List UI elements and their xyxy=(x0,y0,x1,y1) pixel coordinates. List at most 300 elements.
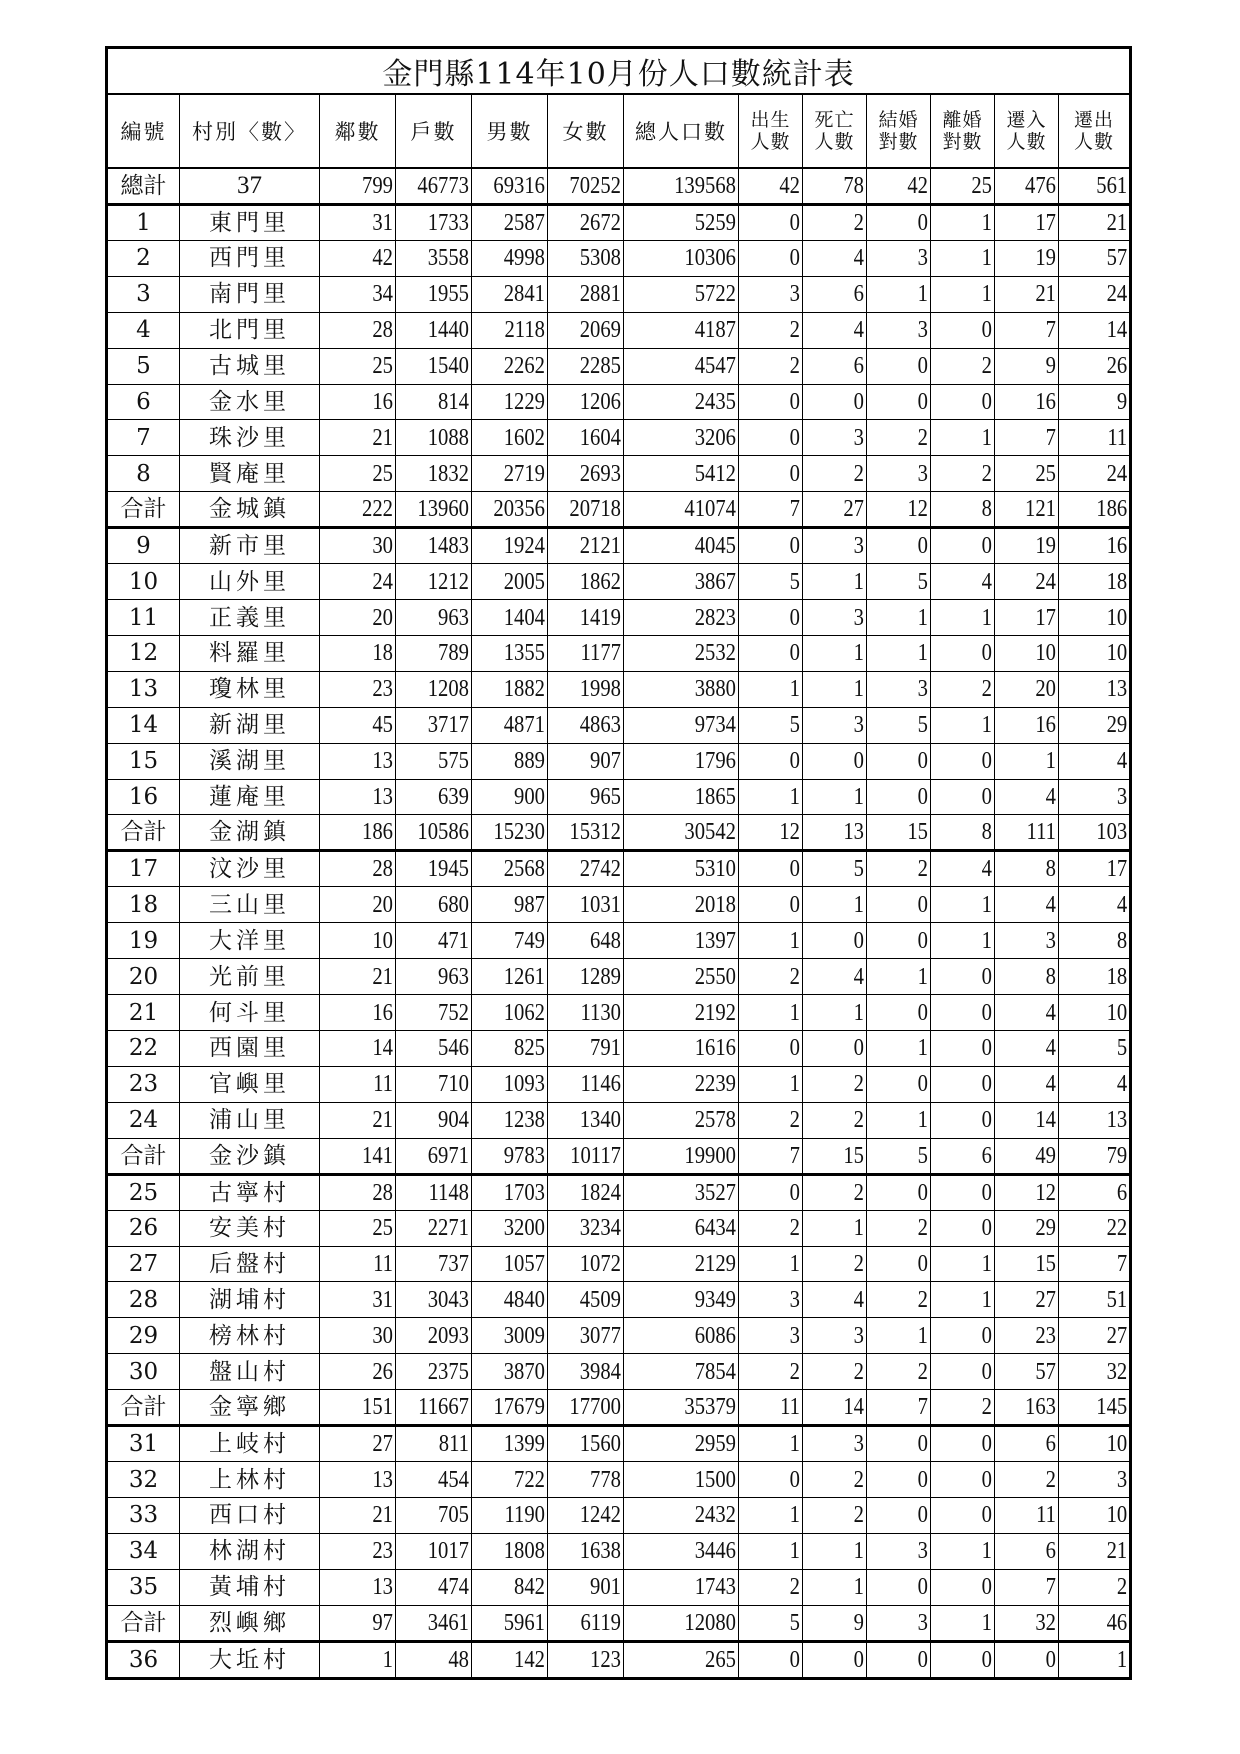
cell-lin: 151 xyxy=(330,1390,395,1426)
cell-marriage: 0 xyxy=(875,1426,930,1462)
table-row xyxy=(107,1354,1131,1390)
cell-total: 2192 xyxy=(640,995,739,1031)
header-marriage xyxy=(867,94,931,168)
village-name: 金寧鄉 xyxy=(180,1390,320,1426)
cell-female: 791 xyxy=(558,1031,623,1067)
cell-female: 2742 xyxy=(558,851,623,887)
cell-female: 1206 xyxy=(558,384,623,420)
cell-male: 20356 xyxy=(482,492,547,528)
village-name: 光前里 xyxy=(180,959,320,995)
cell-birth: 42 xyxy=(747,168,802,205)
cell-hu: 1945 xyxy=(406,851,471,887)
cell-birth: 2 xyxy=(747,1210,802,1246)
cell-hu: 1017 xyxy=(406,1533,471,1569)
cell-total: 1796 xyxy=(640,743,739,779)
cell-male: 2262 xyxy=(482,348,547,384)
table-row xyxy=(107,456,1131,492)
cell-birth: 1 xyxy=(747,671,802,707)
cell-male: 1261 xyxy=(482,959,547,995)
cell-lin: 27 xyxy=(330,1426,395,1462)
cell-male: 3009 xyxy=(482,1318,547,1354)
cell-birth: 2 xyxy=(747,959,802,995)
cell-moveout: 2 xyxy=(1069,1569,1131,1605)
village-name: 賢庵里 xyxy=(180,456,320,492)
subtotal-row xyxy=(107,1138,1131,1174)
cell-movein: 11 xyxy=(1003,1498,1058,1534)
cell-moveout: 10 xyxy=(1069,600,1131,636)
cell-birth: 1 xyxy=(747,995,802,1031)
row-id: 4 xyxy=(107,312,180,348)
cell-male: 2587 xyxy=(482,205,547,241)
cell-movein: 121 xyxy=(1003,492,1058,528)
cell-total: 5412 xyxy=(640,456,739,492)
table-row xyxy=(107,312,1131,348)
cell-death: 2 xyxy=(811,1066,866,1102)
table-row xyxy=(107,671,1131,707)
village-name: 溪湖里 xyxy=(180,743,320,779)
cell-lin: 28 xyxy=(330,312,395,348)
header-total-line: 總人口數 xyxy=(635,120,727,144)
cell-death: 1 xyxy=(811,636,866,672)
cell-birth: 3 xyxy=(747,1318,802,1354)
cell-marriage: 1 xyxy=(875,600,930,636)
cell-lin: 21 xyxy=(330,1102,395,1138)
cell-divorce: 8 xyxy=(939,492,994,528)
cell-birth: 1 xyxy=(747,1066,802,1102)
cell-total: 2823 xyxy=(640,600,739,636)
cell-female: 17700 xyxy=(558,1390,623,1426)
cell-death: 9 xyxy=(811,1605,866,1641)
table-row xyxy=(107,1426,1131,1462)
header-male xyxy=(472,94,548,168)
cell-divorce: 25 xyxy=(939,168,994,205)
page-title: 金門縣114年10月份人口數統計表 xyxy=(107,48,1131,95)
cell-total: 2129 xyxy=(640,1246,739,1282)
cell-death: 4 xyxy=(811,241,866,277)
cell-lin: 20 xyxy=(330,887,395,923)
cell-hu: 2375 xyxy=(406,1354,471,1390)
cell-birth: 0 xyxy=(747,851,802,887)
cell-moveout: 18 xyxy=(1069,564,1131,600)
row-id: 20 xyxy=(107,959,180,995)
cell-birth: 0 xyxy=(747,456,802,492)
cell-divorce: 1 xyxy=(939,420,994,456)
cell-divorce: 0 xyxy=(939,384,994,420)
village-name: 烈嶼鄉 xyxy=(180,1605,320,1641)
cell-death: 6 xyxy=(811,348,866,384)
cell-male: 4998 xyxy=(482,241,547,277)
cell-hu: 48 xyxy=(406,1641,471,1678)
row-id: 5 xyxy=(107,348,180,384)
row-id: 32 xyxy=(107,1462,180,1498)
cell-divorce: 0 xyxy=(939,1210,994,1246)
table-row xyxy=(107,1462,1131,1498)
village-name: 正義里 xyxy=(180,600,320,636)
header-movein-line: 遷入 xyxy=(1006,109,1047,131)
village-name: 上岐村 xyxy=(180,1426,320,1462)
cell-total: 2578 xyxy=(640,1102,739,1138)
table-row xyxy=(107,1533,1131,1569)
row-id: 26 xyxy=(107,1210,180,1246)
cell-movein: 19 xyxy=(1003,528,1058,564)
cell-marriage: 0 xyxy=(875,384,930,420)
table-row xyxy=(107,779,1131,815)
cell-total: 9349 xyxy=(640,1282,739,1318)
table-row xyxy=(107,384,1131,420)
cell-birth: 0 xyxy=(747,743,802,779)
table-row xyxy=(107,1282,1131,1318)
cell-male: 15230 xyxy=(482,815,547,851)
table-row xyxy=(107,1318,1131,1354)
cell-marriage: 0 xyxy=(875,1498,930,1534)
cell-total: 10306 xyxy=(640,241,739,277)
cell-female: 2069 xyxy=(558,312,623,348)
cell-marriage: 0 xyxy=(875,1462,930,1498)
cell-birth: 5 xyxy=(747,1605,802,1641)
row-id: 2 xyxy=(107,241,180,277)
cell-divorce: 0 xyxy=(939,1031,994,1067)
village-name: 珠沙里 xyxy=(180,420,320,456)
table-row xyxy=(107,564,1131,600)
row-id: 34 xyxy=(107,1533,180,1569)
cell-death: 1 xyxy=(811,1533,866,1569)
cell-hu: 789 xyxy=(406,636,471,672)
cell-birth: 1 xyxy=(747,1426,802,1462)
cell-birth: 5 xyxy=(747,564,802,600)
cell-total: 2239 xyxy=(640,1066,739,1102)
row-id: 19 xyxy=(107,923,180,959)
cell-movein: 10 xyxy=(1003,636,1058,672)
cell-total: 41074 xyxy=(640,492,739,528)
cell-marriage: 2 xyxy=(875,1282,930,1318)
cell-marriage: 0 xyxy=(875,1569,930,1605)
cell-lin: 23 xyxy=(330,1533,395,1569)
village-name: 東門里 xyxy=(180,205,320,241)
cell-moveout: 10 xyxy=(1069,636,1131,672)
cell-death: 2 xyxy=(811,1174,866,1210)
cell-male: 2719 xyxy=(482,456,547,492)
row-id: 9 xyxy=(107,528,180,564)
table-row xyxy=(107,636,1131,672)
cell-death: 13 xyxy=(811,815,866,851)
table-row xyxy=(107,241,1131,277)
cell-male: 825 xyxy=(482,1031,547,1067)
cell-male: 889 xyxy=(482,743,547,779)
cell-marriage: 0 xyxy=(875,779,930,815)
cell-hu: 474 xyxy=(406,1569,471,1605)
cell-female: 1130 xyxy=(558,995,623,1031)
village-name: 金城鎮 xyxy=(180,492,320,528)
header-moveout-line: 遷出 xyxy=(1074,109,1115,131)
cell-female: 907 xyxy=(558,743,623,779)
cell-moveout: 10 xyxy=(1069,995,1131,1031)
cell-movein: 17 xyxy=(1003,205,1058,241)
cell-birth: 5 xyxy=(747,707,802,743)
cell-female: 1146 xyxy=(558,1066,623,1102)
header-total xyxy=(624,94,739,168)
cell-hu: 454 xyxy=(406,1462,471,1498)
cell-lin: 30 xyxy=(330,1318,395,1354)
cell-female: 123 xyxy=(558,1641,623,1678)
cell-marriage: 3 xyxy=(875,1533,930,1569)
row-id: 35 xyxy=(107,1569,180,1605)
cell-moveout: 145 xyxy=(1069,1390,1131,1426)
table-row xyxy=(107,528,1131,564)
cell-hu: 2271 xyxy=(406,1210,471,1246)
cell-hu: 1088 xyxy=(406,420,471,456)
cell-birth: 0 xyxy=(747,420,802,456)
cell-female: 1560 xyxy=(558,1426,623,1462)
cell-movein: 9 xyxy=(1003,348,1058,384)
cell-total: 6086 xyxy=(640,1318,739,1354)
cell-marriage: 2 xyxy=(875,1354,930,1390)
cell-female: 10117 xyxy=(558,1138,623,1174)
cell-movein: 24 xyxy=(1003,564,1058,600)
cell-marriage: 1 xyxy=(875,959,930,995)
village-name: 山外里 xyxy=(180,564,320,600)
village-name: 后盤村 xyxy=(180,1246,320,1282)
cell-total: 4045 xyxy=(640,528,739,564)
cell-lin: 45 xyxy=(330,707,395,743)
cell-birth: 7 xyxy=(747,492,802,528)
cell-lin: 24 xyxy=(330,564,395,600)
row-id: 16 xyxy=(107,779,180,815)
cell-male: 987 xyxy=(482,887,547,923)
table-row xyxy=(107,1102,1131,1138)
cell-female: 2285 xyxy=(558,348,623,384)
cell-divorce: 1 xyxy=(939,923,994,959)
cell-death: 3 xyxy=(811,600,866,636)
cell-hu: 3558 xyxy=(406,241,471,277)
cell-moveout: 3 xyxy=(1069,1462,1131,1498)
cell-movein: 7 xyxy=(1003,312,1058,348)
cell-moveout: 3 xyxy=(1069,779,1131,815)
cell-total: 1397 xyxy=(640,923,739,959)
header-moveout-line: 人數 xyxy=(1074,131,1115,153)
cell-divorce: 0 xyxy=(939,995,994,1031)
cell-moveout: 22 xyxy=(1069,1210,1131,1246)
village-name: 金水里 xyxy=(180,384,320,420)
cell-marriage: 0 xyxy=(875,995,930,1031)
cell-moveout: 9 xyxy=(1069,384,1131,420)
header-birth-line: 出生 xyxy=(750,109,791,131)
cell-birth: 7 xyxy=(747,1138,802,1174)
header-female-line: 女數 xyxy=(562,120,609,144)
cell-moveout: 561 xyxy=(1069,168,1131,205)
cell-death: 0 xyxy=(811,743,866,779)
row-id: 合計 xyxy=(107,1605,180,1641)
table-row xyxy=(107,348,1131,384)
cell-total: 2550 xyxy=(640,959,739,995)
cell-female: 1242 xyxy=(558,1498,623,1534)
row-id: 合計 xyxy=(107,1138,180,1174)
cell-male: 1924 xyxy=(482,528,547,564)
cell-hu: 904 xyxy=(406,1102,471,1138)
header-marriage-line: 對數 xyxy=(878,131,919,153)
cell-hu: 811 xyxy=(406,1426,471,1462)
cell-movein: 3 xyxy=(1003,923,1058,959)
cell-female: 1419 xyxy=(558,600,623,636)
row-id: 總計 xyxy=(107,168,180,205)
cell-lin: 186 xyxy=(330,815,395,851)
cell-female: 20718 xyxy=(558,492,623,528)
cell-movein: 8 xyxy=(1003,851,1058,887)
cell-male: 1399 xyxy=(482,1426,547,1462)
cell-death: 5 xyxy=(811,851,866,887)
cell-movein: 6 xyxy=(1003,1533,1058,1569)
cell-hu: 1208 xyxy=(406,671,471,707)
row-id: 12 xyxy=(107,636,180,672)
cell-divorce: 4 xyxy=(939,564,994,600)
cell-hu: 13960 xyxy=(406,492,471,528)
cell-movein: 23 xyxy=(1003,1318,1058,1354)
cell-movein: 163 xyxy=(1003,1390,1058,1426)
table-row xyxy=(107,1641,1131,1678)
subtotal-row xyxy=(107,1605,1131,1641)
cell-moveout: 10 xyxy=(1069,1426,1131,1462)
cell-marriage: 1 xyxy=(875,276,930,312)
cell-movein: 6 xyxy=(1003,1426,1058,1462)
table-row xyxy=(107,276,1131,312)
cell-movein: 1 xyxy=(1003,743,1058,779)
cell-marriage: 3 xyxy=(875,312,930,348)
cell-hu: 46773 xyxy=(406,168,471,205)
cell-movein: 4 xyxy=(1003,995,1058,1031)
cell-lin: 34 xyxy=(330,276,395,312)
cell-divorce: 0 xyxy=(939,1354,994,1390)
village-name: 西口村 xyxy=(180,1498,320,1534)
cell-male: 3870 xyxy=(482,1354,547,1390)
header-hu xyxy=(396,94,472,168)
cell-death: 2 xyxy=(811,1462,866,1498)
cell-marriage: 3 xyxy=(875,241,930,277)
cell-female: 4863 xyxy=(558,707,623,743)
row-id: 13 xyxy=(107,671,180,707)
table-row xyxy=(107,420,1131,456)
cell-lin: 13 xyxy=(330,779,395,815)
cell-divorce: 2 xyxy=(939,671,994,707)
cell-hu: 1483 xyxy=(406,528,471,564)
cell-total: 3446 xyxy=(640,1533,739,1569)
cell-birth: 1 xyxy=(747,1533,802,1569)
cell-divorce: 0 xyxy=(939,743,994,779)
header-death xyxy=(803,94,867,168)
cell-marriage: 3 xyxy=(875,456,930,492)
village-name: 37 xyxy=(180,168,320,205)
cell-movein: 4 xyxy=(1003,887,1058,923)
cell-death: 2 xyxy=(811,1246,866,1282)
cell-hu: 471 xyxy=(406,923,471,959)
cell-death: 3 xyxy=(811,528,866,564)
village-name: 瓊林里 xyxy=(180,671,320,707)
village-name: 金沙鎮 xyxy=(180,1138,320,1174)
population-statistics-table xyxy=(105,46,1132,1680)
cell-birth: 0 xyxy=(747,384,802,420)
cell-movein: 32 xyxy=(1003,1605,1058,1641)
cell-birth: 1 xyxy=(747,779,802,815)
cell-movein: 14 xyxy=(1003,1102,1058,1138)
cell-moveout: 13 xyxy=(1069,671,1131,707)
cell-female: 6119 xyxy=(558,1605,623,1641)
cell-lin: 11 xyxy=(330,1066,395,1102)
cell-moveout: 51 xyxy=(1069,1282,1131,1318)
cell-lin: 13 xyxy=(330,1569,395,1605)
cell-divorce: 1 xyxy=(939,887,994,923)
cell-death: 78 xyxy=(811,168,866,205)
cell-moveout: 57 xyxy=(1069,241,1131,277)
cell-movein: 0 xyxy=(1003,1641,1058,1678)
cell-moveout: 46 xyxy=(1069,1605,1131,1641)
cell-divorce: 1 xyxy=(939,205,994,241)
cell-movein: 7 xyxy=(1003,420,1058,456)
table-row xyxy=(107,1498,1131,1534)
cell-birth: 1 xyxy=(747,923,802,959)
cell-divorce: 6 xyxy=(939,1138,994,1174)
cell-total: 2435 xyxy=(640,384,739,420)
cell-death: 2 xyxy=(811,1102,866,1138)
cell-divorce: 8 xyxy=(939,815,994,851)
cell-divorce: 2 xyxy=(939,456,994,492)
cell-death: 4 xyxy=(811,312,866,348)
cell-divorce: 0 xyxy=(939,1498,994,1534)
cell-total: 2532 xyxy=(640,636,739,672)
cell-divorce: 0 xyxy=(939,528,994,564)
cell-marriage: 0 xyxy=(875,348,930,384)
cell-marriage: 5 xyxy=(875,564,930,600)
cell-total: 6434 xyxy=(640,1210,739,1246)
row-id: 合計 xyxy=(107,492,180,528)
cell-birth: 1 xyxy=(747,1498,802,1534)
subtotal-row xyxy=(107,815,1131,851)
cell-birth: 11 xyxy=(747,1390,802,1426)
header-death-line: 人數 xyxy=(814,131,855,153)
cell-total: 3206 xyxy=(640,420,739,456)
cell-hu: 963 xyxy=(406,600,471,636)
cell-male: 9783 xyxy=(482,1138,547,1174)
cell-divorce: 0 xyxy=(939,1066,994,1102)
cell-male: 1882 xyxy=(482,671,547,707)
cell-birth: 2 xyxy=(747,1569,802,1605)
cell-marriage: 5 xyxy=(875,1138,930,1174)
village-name: 新市里 xyxy=(180,528,320,564)
cell-lin: 25 xyxy=(330,348,395,384)
cell-lin: 28 xyxy=(330,851,395,887)
cell-moveout: 17 xyxy=(1069,851,1131,887)
cell-female: 901 xyxy=(558,1569,623,1605)
cell-female: 1031 xyxy=(558,887,623,923)
row-id: 6 xyxy=(107,384,180,420)
cell-divorce: 1 xyxy=(939,1605,994,1641)
cell-marriage: 2 xyxy=(875,420,930,456)
cell-divorce: 0 xyxy=(939,312,994,348)
cell-female: 965 xyxy=(558,779,623,815)
column-header-row xyxy=(107,94,1131,168)
table-row xyxy=(107,1066,1131,1102)
cell-female: 2672 xyxy=(558,205,623,241)
cell-hu: 1440 xyxy=(406,312,471,348)
cell-divorce: 1 xyxy=(939,1246,994,1282)
row-id: 23 xyxy=(107,1066,180,1102)
cell-marriage: 3 xyxy=(875,671,930,707)
cell-moveout: 21 xyxy=(1069,205,1131,241)
village-name: 官嶼里 xyxy=(180,1066,320,1102)
cell-hu: 1212 xyxy=(406,564,471,600)
row-id: 17 xyxy=(107,851,180,887)
cell-hu: 11667 xyxy=(406,1390,471,1426)
cell-death: 0 xyxy=(811,384,866,420)
row-id: 21 xyxy=(107,995,180,1031)
cell-lin: 21 xyxy=(330,959,395,995)
